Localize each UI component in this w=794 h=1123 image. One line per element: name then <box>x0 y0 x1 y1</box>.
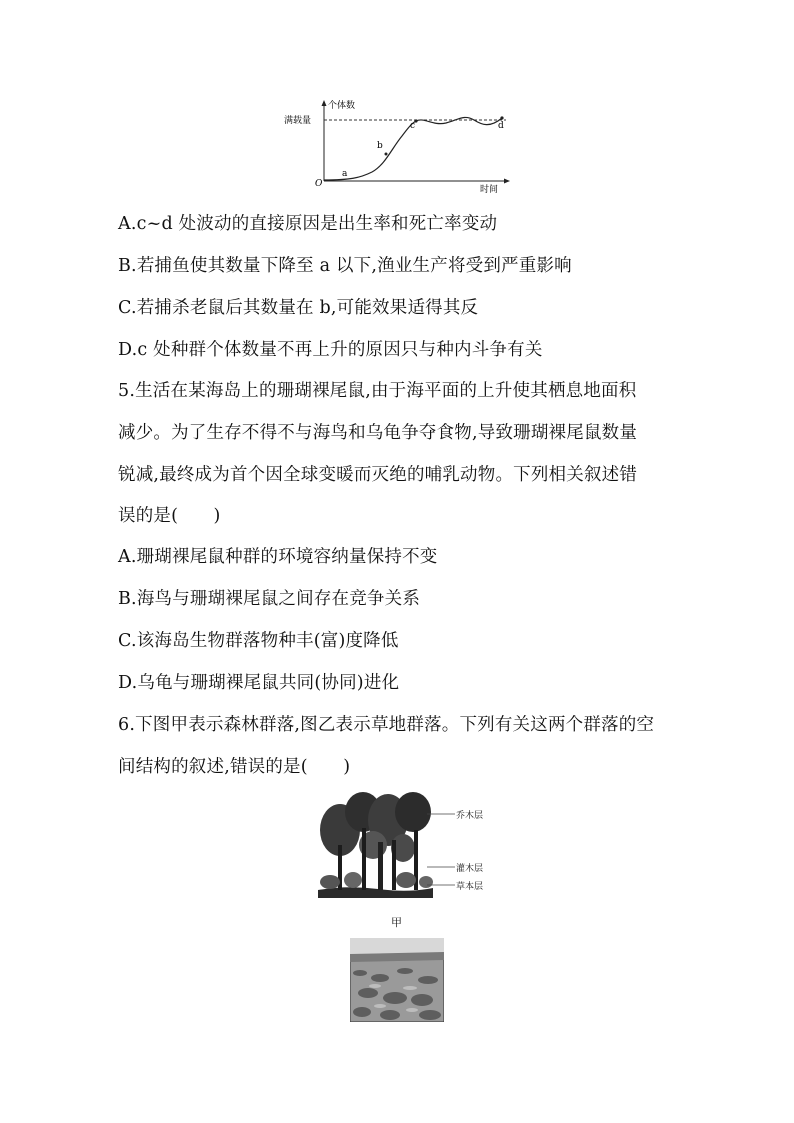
graph-point-d: d <box>498 121 504 131</box>
graph-k-label: 满载量 <box>284 116 312 126</box>
graph-point-b: b <box>377 141 383 151</box>
forest-illustration <box>318 790 433 898</box>
graph-origin: O <box>315 179 323 189</box>
q5-option-d: D.乌龟与珊瑚裸尾鼠共同(协同)进化 <box>118 673 400 693</box>
layer-pointers <box>425 805 455 895</box>
q5-stem-line-4: 误的是( ) <box>118 506 221 526</box>
layer-label-herb: 草本层 <box>456 882 484 892</box>
graph-point-c: c <box>410 121 416 131</box>
q5-stem-line-3: 锐减,最终成为首个因全球变暖而灭绝的哺乳动物。下列相关叙述错 <box>118 465 638 485</box>
q6-stem-line-2: 间结构的叙述,错误的是( ) <box>118 757 351 777</box>
q5-option-c: C.该海岛生物群落物种丰(富)度降低 <box>118 631 399 651</box>
grassland-photo <box>350 938 444 1022</box>
q4-option-d: D.c 处种群个体数量不再上升的原因只与种内斗争有关 <box>118 340 543 360</box>
q6-stem-line-1: 6.下图甲表示森林群落,图乙表示草地群落。下列有关这两个群落的空 <box>118 715 655 735</box>
population-graph <box>280 96 520 196</box>
q5-stem-line-1: 5.生活在某海岛上的珊瑚裸尾鼠,由于海平面的上升使其栖息地面积 <box>118 381 637 401</box>
layer-label-shrub: 灌木层 <box>456 864 484 874</box>
graph-point-a: a <box>342 169 348 179</box>
q5-stem-line-2: 减少。为了生存不得不与海鸟和乌龟争夺食物,导致珊瑚裸尾鼠数量 <box>118 423 638 443</box>
layer-label-tree: 乔木层 <box>456 811 484 821</box>
graph-y-label: 个体数 <box>328 101 356 111</box>
q5-option-a: A.珊瑚裸尾鼠种群的环境容纳量保持不变 <box>118 547 438 567</box>
q4-option-a: A.c~d 处波动的直接原因是出生率和死亡率变动 <box>118 214 498 234</box>
q4-option-b: B.若捕鱼使其数量下降至 a 以下,渔业生产将受到严重影响 <box>118 256 572 276</box>
q4-option-c: C.若捕杀老鼠后其数量在 b,可能效果适得其反 <box>118 298 479 318</box>
q5-option-b: B.海鸟与珊瑚裸尾鼠之间存在竞争关系 <box>118 589 421 609</box>
graph-x-label: 时间 <box>480 185 499 195</box>
figure-jia-caption: 甲 <box>391 916 402 929</box>
